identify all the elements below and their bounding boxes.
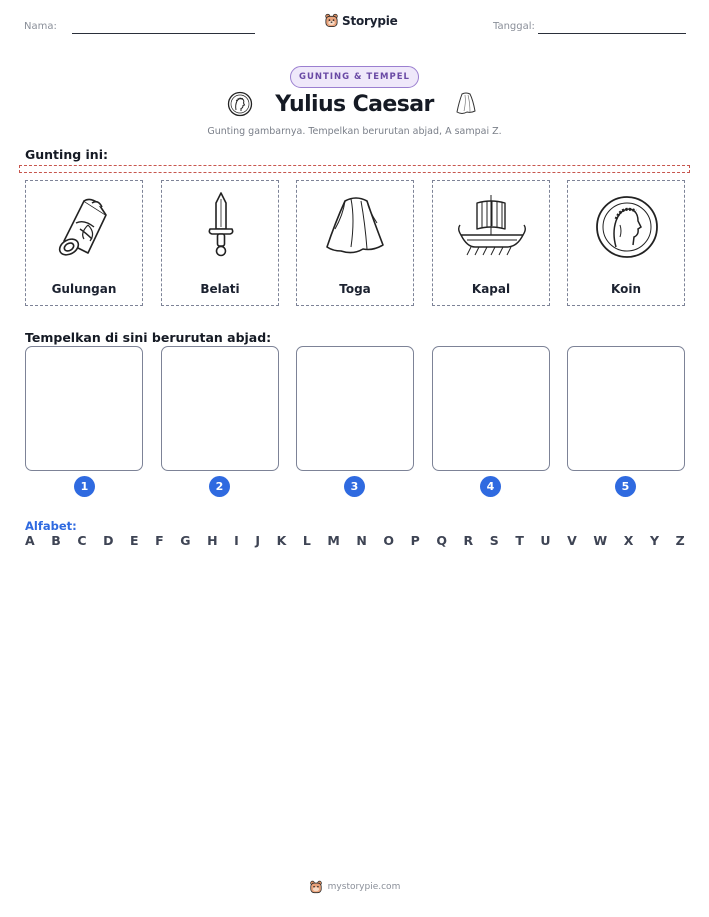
paste-slot-1[interactable] — [25, 346, 143, 471]
alphabet-letter: Z — [675, 533, 685, 548]
alphabet-letter: I — [234, 533, 239, 548]
footer — [0, 880, 709, 894]
alphabet-letter: O — [383, 533, 395, 548]
alphabet-letter: Y — [649, 533, 659, 548]
name-label: Nama: — [24, 21, 57, 32]
cut-card-scroll[interactable] — [25, 180, 143, 306]
cut-heading: Gunting ini: — [25, 147, 108, 162]
cut-card-coin[interactable] — [567, 180, 685, 306]
brand-name: Storypie — [342, 13, 398, 28]
paste-slot-5[interactable] — [567, 346, 685, 471]
alphabet-letter: X — [623, 533, 634, 548]
slot-number: 3 — [344, 476, 365, 497]
alphabet-letter: D — [103, 533, 114, 548]
date-label: Tanggal: — [493, 21, 535, 32]
dagger-icon — [186, 189, 256, 269]
storypie-mascot-icon — [309, 880, 323, 894]
slot-number: 4 — [480, 476, 501, 497]
cut-card-dagger[interactable] — [161, 180, 279, 306]
paste-slot-2[interactable] — [161, 346, 279, 471]
alphabet-letter: E — [130, 533, 139, 548]
alphabet-letter: A — [25, 533, 35, 548]
storypie-mascot-icon — [324, 13, 339, 28]
alphabet-letter: L — [302, 533, 311, 548]
slot-number: 2 — [209, 476, 230, 497]
alphabet-letter: G — [180, 533, 191, 548]
instructions: Gunting gambarnya. Tempelkan berurutan abjad, A sampai Z. — [207, 126, 502, 137]
alphabet-letter: Q — [436, 533, 447, 548]
card-label: Koin — [611, 282, 641, 296]
alphabet-letter: W — [593, 533, 608, 548]
alphabet-letter: M — [327, 533, 340, 548]
alphabet-letter: N — [356, 533, 367, 548]
alphabet-letter: K — [276, 533, 287, 548]
alphabet-row — [25, 533, 685, 548]
date-line[interactable] — [538, 33, 686, 34]
alphabet-letter: F — [155, 533, 164, 548]
paste-heading: Tempelkan di sini berurutan abjad: — [25, 330, 272, 345]
alphabet-letter: B — [51, 533, 61, 548]
card-label: Belati — [200, 282, 240, 296]
alphabet-letter: V — [567, 533, 577, 548]
card-label: Toga — [339, 282, 371, 296]
alphabet-letter: J — [255, 533, 260, 548]
scroll-icon — [50, 189, 120, 269]
slot-number: 5 — [615, 476, 636, 497]
page-title: Yulius Caesar — [275, 92, 434, 117]
ship-icon — [457, 189, 527, 269]
paste-slot-4[interactable] — [432, 346, 550, 471]
alphabet-letter: H — [207, 533, 218, 548]
toga-icon — [453, 91, 479, 118]
cut-line[interactable] — [19, 165, 690, 173]
alphabet-letter: P — [410, 533, 420, 548]
footer-url[interactable]: mystorypie.com — [327, 882, 401, 892]
alphabet-letter: C — [77, 533, 87, 548]
alphabet-letter: U — [540, 533, 551, 548]
coin-icon — [592, 189, 662, 269]
alphabet-heading: Alfabet: — [25, 519, 77, 533]
activity-badge: GUNTING & TEMPEL — [290, 66, 419, 88]
toga-icon — [321, 189, 391, 269]
paste-slot-3[interactable] — [296, 346, 414, 471]
alphabet-letter: S — [489, 533, 499, 548]
cut-card-toga[interactable] — [296, 180, 414, 306]
coin-portrait-icon — [227, 91, 253, 117]
name-line[interactable] — [72, 33, 255, 34]
cut-card-ship[interactable] — [432, 180, 550, 306]
card-label: Kapal — [471, 282, 511, 296]
alphabet-letter: R — [463, 533, 474, 548]
slot-number: 1 — [74, 476, 95, 497]
card-label: Gulungan — [51, 282, 117, 296]
brand-logo — [324, 13, 398, 28]
alphabet-letter: T — [515, 533, 524, 548]
